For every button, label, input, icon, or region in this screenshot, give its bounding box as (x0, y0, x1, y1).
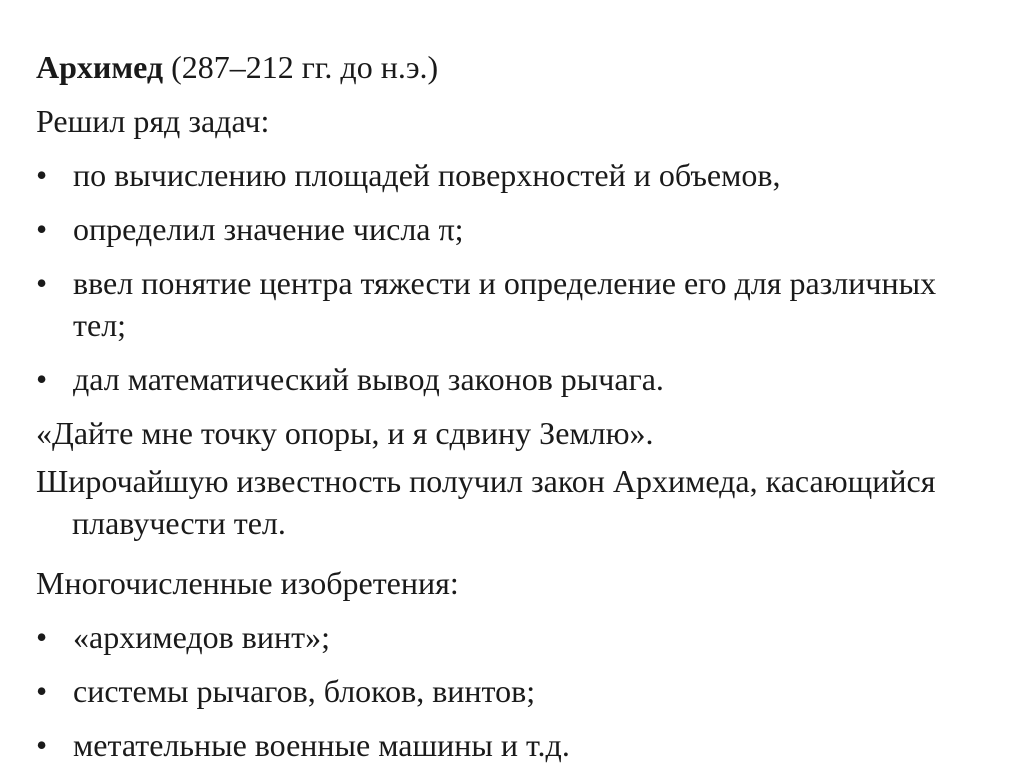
list-item-text: системы рычагов, блоков, винтов; (73, 673, 536, 709)
list-item-text: ввел понятие центра тяжести и определение его для различных тел; (73, 265, 937, 343)
heading-name: Архимед (36, 49, 164, 85)
bullet-icon: • (36, 157, 48, 193)
list-item (36, 610, 996, 664)
bullet-icon: • (36, 265, 48, 301)
list-item-text: по вычислению площадей поверхностей и объемов, (73, 157, 781, 193)
list-item-text: дал математический вывод законов рычага. (73, 361, 664, 397)
list-item (36, 148, 996, 202)
list-item (36, 718, 996, 772)
quote-text: «Дайте мне точку опоры, и я сдвину Землю». (36, 415, 654, 451)
bullet-icon: • (36, 673, 48, 709)
list-item (36, 262, 996, 346)
law-paragraph: Широчайшую известность получил закон Архимеда, касающийся плавучести тел. (36, 463, 936, 541)
slide-content (36, 40, 996, 772)
bullet-icon: • (36, 361, 48, 397)
heading-line (36, 40, 996, 94)
heading-dates: (287–212 гг. до н.э.) (163, 49, 439, 85)
bullet-icon: • (36, 211, 48, 247)
bullet-icon: • (36, 727, 48, 763)
list-item (36, 664, 996, 718)
list-item-text: определил значение числа π; (73, 211, 464, 247)
list-item-text: метательные военные машины и т.д. (73, 727, 570, 763)
list-item (36, 352, 996, 406)
bullet-icon: • (36, 619, 48, 655)
list-item (36, 202, 996, 256)
section1-intro: Решил ряд задач: (36, 103, 270, 139)
list-item-text: «архимедов винт»; (73, 619, 330, 655)
section2-intro: Многочисленные изобретения: (36, 565, 459, 601)
